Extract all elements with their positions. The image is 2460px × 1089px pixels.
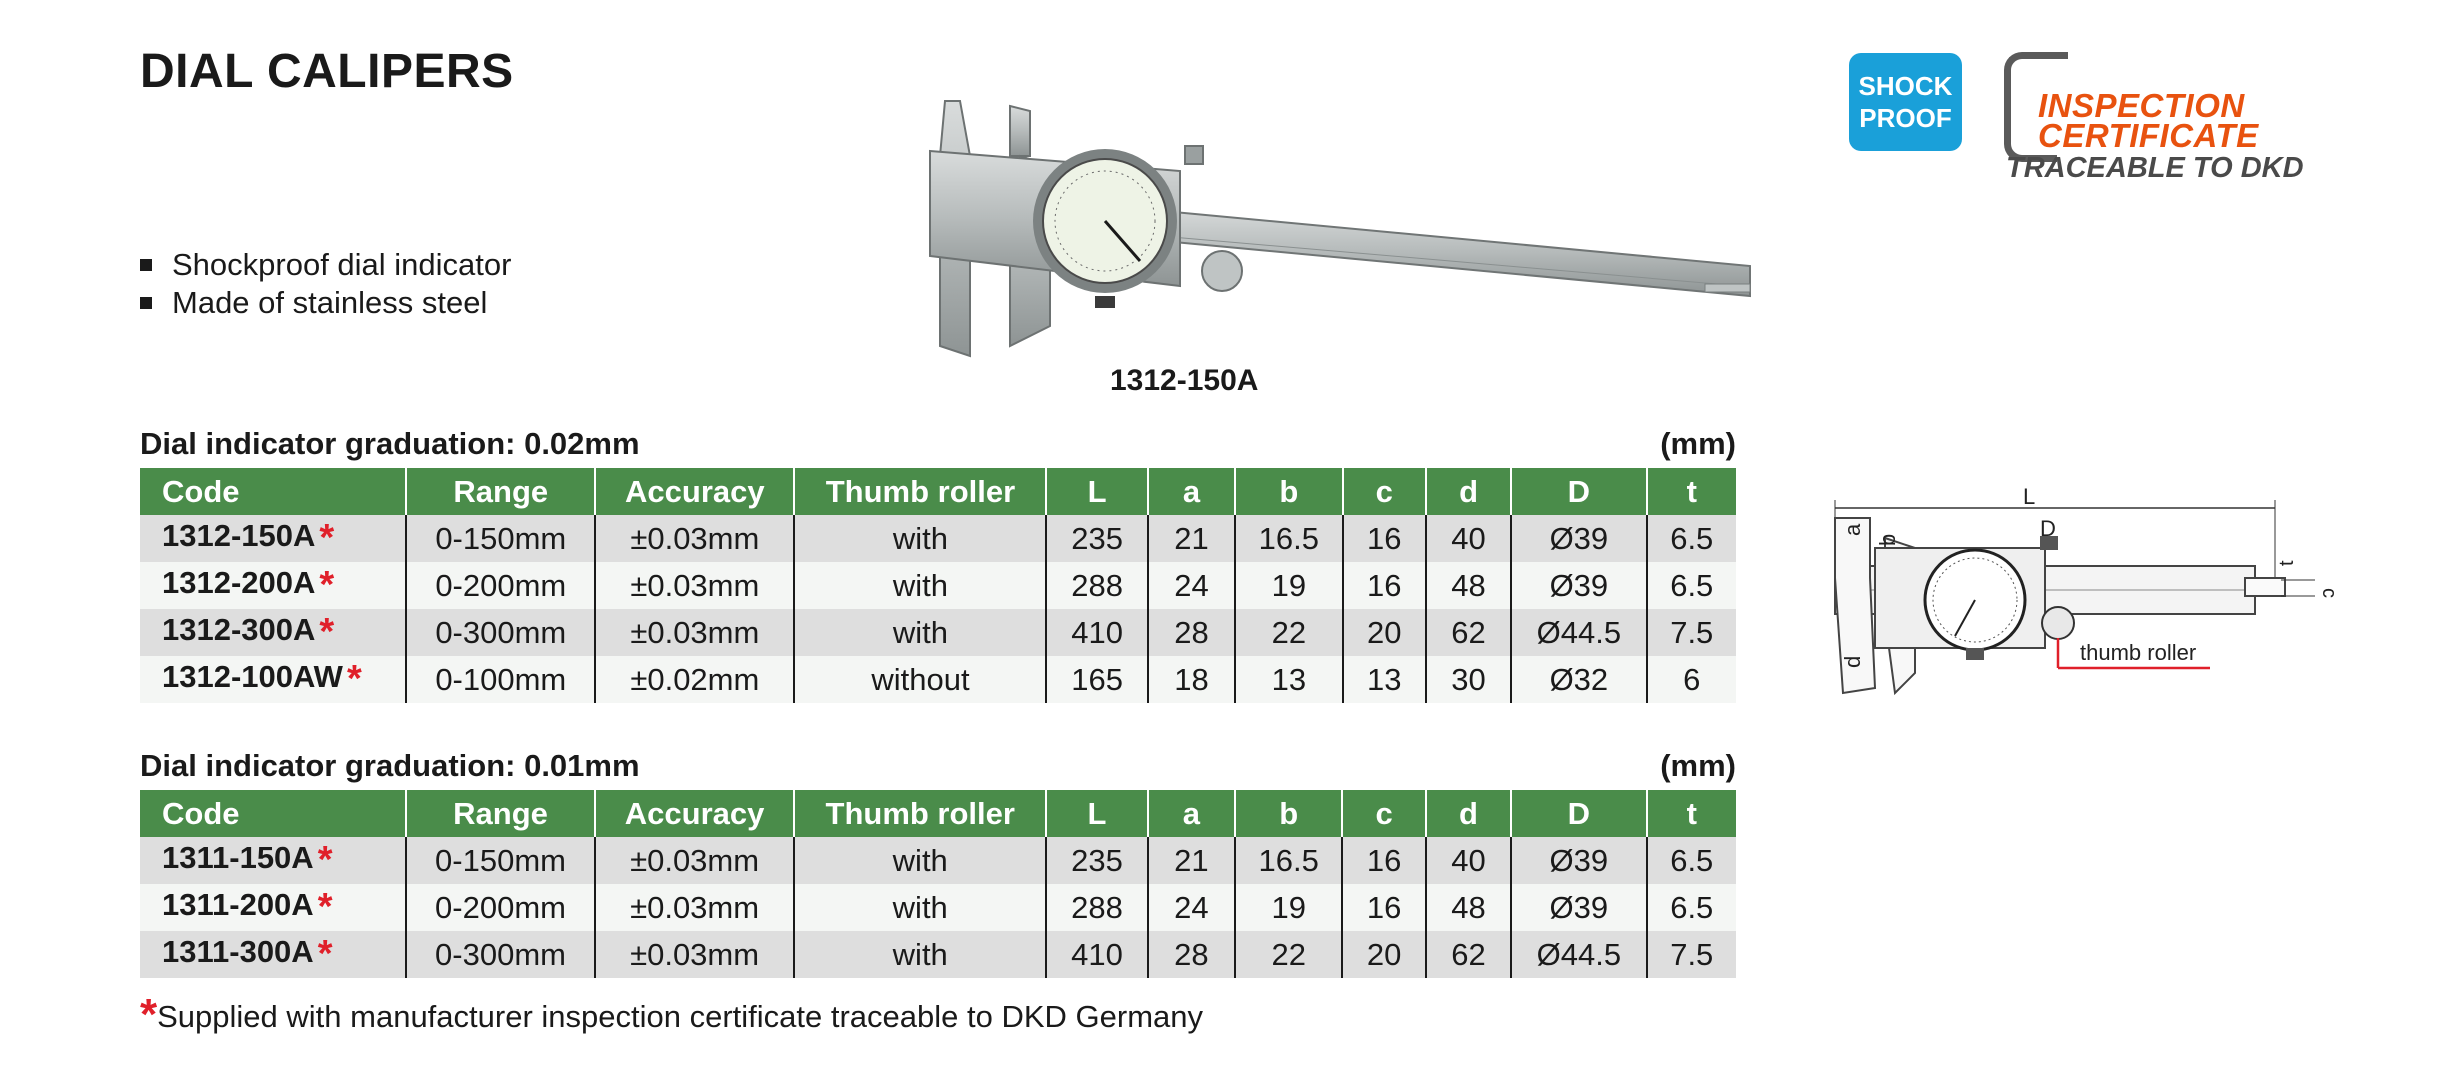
- feature-item: Made of stainless steel: [140, 284, 511, 322]
- col-header: c: [1343, 468, 1426, 515]
- col-header: Thumb roller: [794, 790, 1046, 837]
- bullet-icon: [140, 297, 152, 309]
- table-row: 1311-200A * 0-200mm ±0.03mm with 288 24 19 16 48 Ø39 6.5: [140, 884, 1736, 931]
- inspection-certificate-logo: INSPECTION CERTIFICATE TRACEABLE TO DKD: [2004, 52, 2304, 182]
- section-heading: Dial indicator graduation: 0.02mm: [140, 426, 640, 461]
- star-icon: *: [317, 886, 333, 928]
- col-header: Accuracy: [595, 468, 794, 515]
- col-header: Code: [140, 468, 406, 515]
- col-header: D: [1511, 790, 1646, 837]
- page-title: DIAL CALIPERS: [140, 45, 514, 98]
- col-header: d: [1426, 790, 1511, 837]
- col-header: a: [1148, 790, 1235, 837]
- label-d: d: [1840, 655, 1865, 668]
- label-thumb-roller: thumb roller: [2080, 640, 2197, 665]
- feature-list: [140, 246, 511, 322]
- col-header: a: [1148, 468, 1235, 515]
- code-cell: 1312-200A *: [140, 562, 406, 609]
- table-row: 1312-150A * 0-150mm ±0.03mm with 235 21 16.5 16 40 Ø39 6.5: [140, 515, 1736, 562]
- col-header: t: [1647, 468, 1736, 515]
- col-header: D: [1511, 468, 1646, 515]
- table-header-row: [140, 468, 1736, 515]
- col-header: d: [1426, 468, 1511, 515]
- star-icon: *: [317, 839, 333, 881]
- code-cell: 1311-200A *: [140, 884, 406, 931]
- code-cell: 1312-150A *: [140, 515, 406, 562]
- table-header-row: [140, 790, 1736, 837]
- col-header: Thumb roller: [794, 468, 1046, 515]
- table-row: 1312-200A * 0-200mm ±0.03mm with 288 24 19 16 48 Ø39 6.5: [140, 562, 1736, 609]
- label-D: D: [2040, 516, 2056, 541]
- col-header: t: [1647, 790, 1736, 837]
- bullet-icon: [140, 259, 152, 271]
- spec-table-001: [140, 790, 1736, 978]
- code-cell: 1312-300A *: [140, 609, 406, 656]
- label-L: L: [2023, 484, 2036, 509]
- code-cell: 1311-150A *: [140, 837, 406, 884]
- label-a: a: [1840, 523, 1865, 536]
- code-cell: 1312-100AW *: [140, 656, 406, 703]
- label-c: c: [2318, 588, 2340, 598]
- table-row: 1311-150A * 0-150mm ±0.03mm with 235 21 16.5 16 40 Ø39 6.5: [140, 837, 1736, 884]
- col-header: c: [1342, 790, 1425, 837]
- spec-table-002: [140, 468, 1736, 703]
- col-header: Accuracy: [595, 790, 794, 837]
- table-row: 1312-100AW * 0-100mm ±0.02mm without 165 18 13 13 30 Ø32 6: [140, 656, 1736, 703]
- code-cell: 1311-300A *: [140, 931, 406, 978]
- unit-label: (mm): [1660, 748, 1736, 783]
- col-header: Range: [406, 790, 595, 837]
- star-icon: *: [346, 658, 362, 700]
- star-icon: *: [319, 611, 335, 653]
- feature-item: Shockproof dial indicator: [140, 246, 511, 284]
- star-icon: *: [319, 517, 335, 559]
- star-icon: *: [319, 564, 335, 606]
- star-icon: *: [317, 933, 333, 975]
- section-heading: Dial indicator graduation: 0.01mm: [140, 748, 640, 783]
- star-icon: *: [140, 990, 158, 1039]
- col-header: b: [1235, 468, 1342, 515]
- shockproof-badge: SHOCK PROOF: [1849, 53, 1962, 151]
- label-t: t: [2276, 560, 2298, 566]
- col-header: L: [1046, 790, 1147, 837]
- col-header: Range: [406, 468, 595, 515]
- table-row: 1312-300A * 0-300mm ±0.03mm with 410 28 22 20 62 Ø44.5 7.5: [140, 609, 1736, 656]
- unit-label: (mm): [1660, 426, 1736, 461]
- photo-caption: 1312-150A: [1110, 364, 1259, 397]
- footnote: *Supplied with manufacturer inspection certificate traceable to DKD Germany: [140, 990, 1204, 1039]
- col-header: Code: [140, 790, 406, 837]
- col-header: L: [1046, 468, 1147, 515]
- label-b: b: [1875, 533, 1900, 546]
- col-header: b: [1235, 790, 1342, 837]
- dimension-diagram: [1815, 478, 2340, 718]
- table-row: 1311-300A * 0-300mm ±0.03mm with 410 28 22 20 62 Ø44.5 7.5: [140, 931, 1736, 978]
- caliper-photo: [900, 96, 1750, 376]
